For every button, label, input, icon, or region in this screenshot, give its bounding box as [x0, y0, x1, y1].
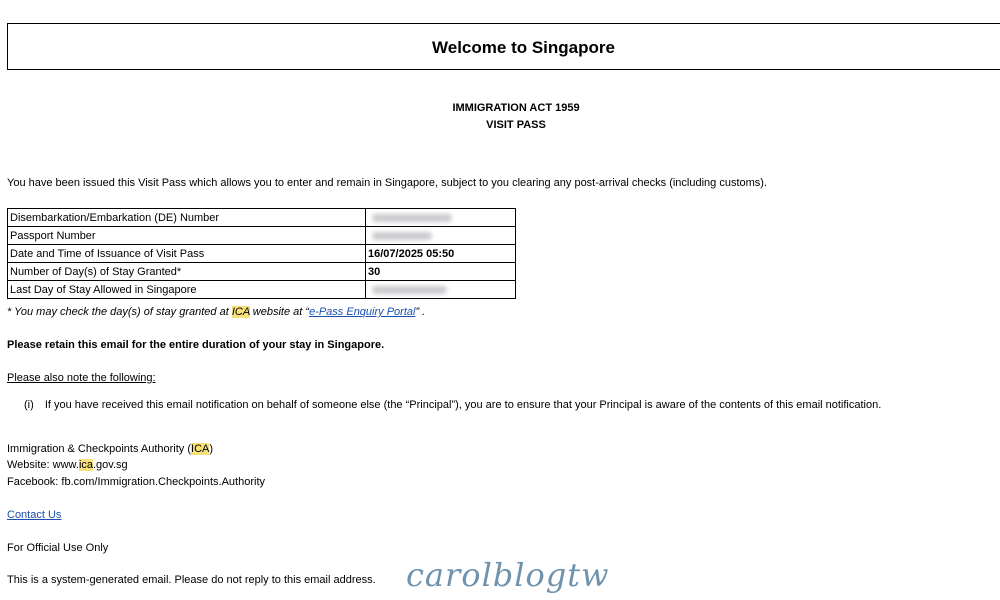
retain-notice: Please retain this email for the entire duration of your stay in Singapore.	[7, 339, 385, 351]
epass-portal-link[interactable]: e-Pass Enquiry Portal	[309, 306, 416, 318]
system-email-notice: This is a system-generated email. Please do not reply to this email address.	[7, 574, 376, 586]
note-text: * You may check the day(s) of stay granted at	[7, 306, 232, 318]
ica-highlight: ICA	[191, 443, 210, 455]
days-granted-value: 30	[366, 263, 516, 281]
table-row	[8, 245, 516, 263]
facebook-line: Facebook: fb.com/Immigration.Checkpoints.Authority	[7, 476, 266, 488]
enquiry-note	[7, 305, 425, 319]
row-label: Number of Day(s) of Stay Granted*	[8, 263, 366, 281]
ica-highlight: ICA	[231, 306, 250, 318]
act-line: IMMIGRATION ACT 1959	[452, 102, 580, 114]
official-use-text: For Official Use Only	[7, 542, 109, 554]
table-row	[8, 227, 516, 245]
table-row	[8, 263, 516, 281]
row-label: Last Day of Stay Allowed in Singapore	[8, 281, 366, 299]
watermark: carolblogtw	[406, 556, 610, 594]
table-row	[8, 209, 516, 227]
authority-text: )	[209, 443, 214, 455]
visit-pass-table	[7, 208, 516, 299]
pass-type: VISIT PASS	[486, 119, 546, 131]
note-text: ” .	[415, 306, 426, 318]
de-number-value	[366, 209, 516, 227]
row-label: Date and Time of Issuance of Visit Pass	[8, 245, 366, 263]
issuance-value: 16/07/2025 05:50	[366, 245, 516, 263]
item-text: If you have received this email notification on behalf of someone else (the “Principal”), you are to ensure that your Principal is aware of the contents of this email notification.	[44, 399, 882, 411]
item-marker: (i)	[24, 399, 34, 411]
website-text: .gov.sg	[93, 459, 128, 471]
header-box	[7, 23, 1000, 70]
note-text: website at “	[249, 306, 310, 318]
last-day-value	[366, 281, 516, 299]
passport-number-value	[366, 227, 516, 245]
redacted-value	[372, 214, 452, 222]
page-title: Welcome to Singapore	[432, 38, 615, 57]
authority-text: Immigration & Checkpoints Authority (	[7, 443, 192, 455]
table-row	[8, 281, 516, 299]
act-heading	[0, 100, 1000, 134]
intro-text: You have been issued this Visit Pass which allows you to enter and remain in Singapore, subject to you clearing any post-arrival checks (including customs).	[7, 177, 768, 189]
contact-line	[7, 508, 61, 522]
website-line	[7, 458, 128, 472]
also-note-heading: Please also note the following:	[7, 372, 156, 384]
row-label: Disembarkation/Embarkation (DE) Number	[8, 209, 366, 227]
website-text: Website: www.	[7, 459, 79, 471]
contact-us-link[interactable]: Contact Us	[7, 509, 62, 521]
redacted-value	[372, 232, 432, 240]
authority-line	[7, 442, 213, 456]
ica-highlight: ica	[78, 459, 93, 471]
list-item	[24, 398, 881, 412]
redacted-value	[372, 286, 447, 294]
row-label: Passport Number	[8, 227, 366, 245]
